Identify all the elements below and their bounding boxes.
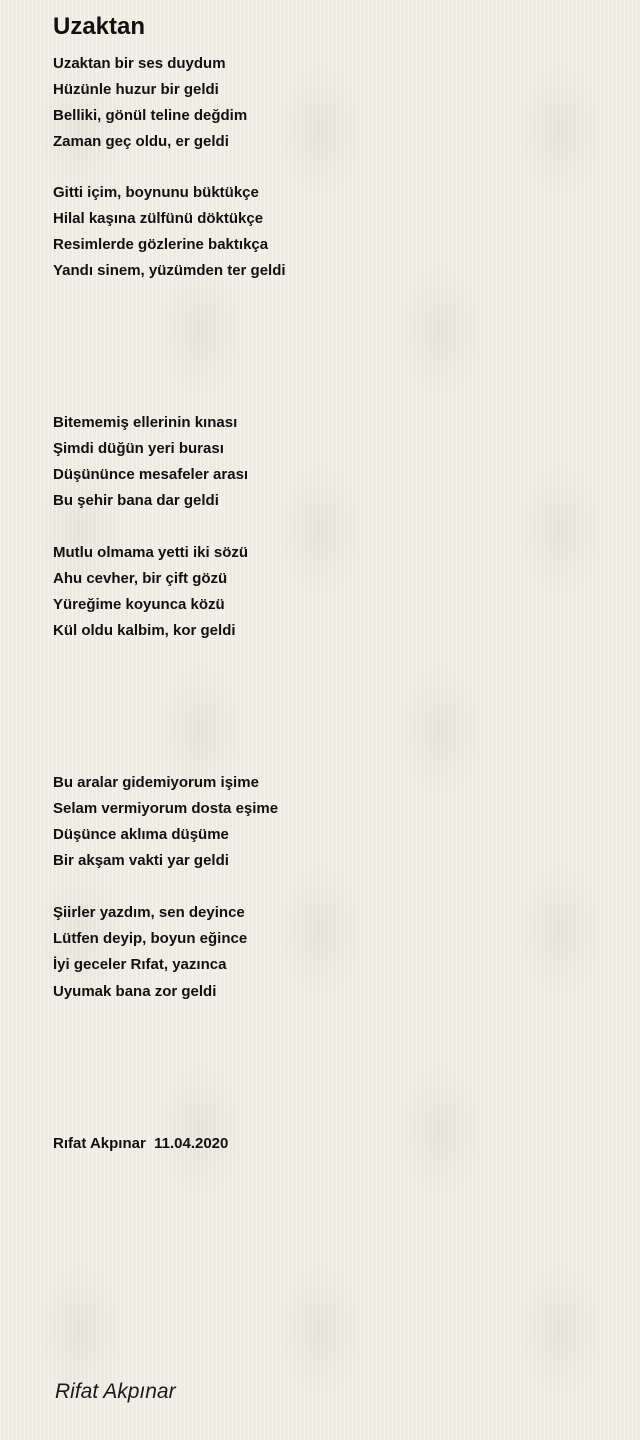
poem-line: Resimlerde gözlerine baktıkça [53,236,269,253]
poem-line: Düşününce mesafeler arası [53,466,249,483]
stanza-6 [53,900,613,978]
poem-line: Yandı sinem, yüzümden ter geldi [53,262,286,279]
poem-line: Ahu cevher, bir çift gözü [53,570,228,587]
stanza-3 [53,410,613,514]
poem-line: Belliki, gönül teline değdim [53,107,248,124]
stanza-2 [53,180,613,284]
poem-line: Uyumak bana zor geldi [53,983,217,1000]
poem-line: Zaman geç oldu, er geldi [53,133,229,150]
poem-line: Lütfen deyip, boyun eğince [53,930,248,947]
poem-line: Bu şehir bana dar geldi [53,492,219,509]
poem-line: Mutlu olmama yetti iki sözü [53,544,249,561]
stanza-4 [53,540,613,644]
poem-line: Şiirler yazdım, sen deyince [53,904,245,921]
poem-line: Bu aralar gidemiyorum işime [53,774,259,791]
poem-line: Hilal kaşına zülfünü döktükçe [53,210,264,227]
poem-line: Uzaktan bir ses duydum [53,55,226,72]
poem-line: Gitti içim, boynunu büktükçe [53,184,259,201]
poem-line: Şimdi düğün yeri burası [53,440,224,457]
poem-signature: Rıfat Akpınar 11.04.2020 [53,1135,229,1152]
poem-line: Bitememiş ellerinin kınası [53,414,238,431]
poem-line: Düşünce aklıma düşüme [53,826,229,843]
poem-line: Hüzünle huzur bir geldi [53,81,219,98]
poem-title: Uzaktan [53,13,146,40]
poem-line: Bir akşam vakti yar geldi [53,852,229,869]
poem-line: İyi geceler Rıfat, yazınca [53,956,227,973]
stanza-7 [53,979,613,1005]
poem-line: Selam vermiyorum dosta eşime [53,800,279,817]
stanza-1 [53,51,613,155]
stanza-5 [53,770,613,874]
author-name: Rifat Akpınar [55,1380,176,1403]
poem-line: Yüreğime koyunca közü [53,596,225,613]
poem-line: Kül oldu kalbim, kor geldi [53,622,236,639]
